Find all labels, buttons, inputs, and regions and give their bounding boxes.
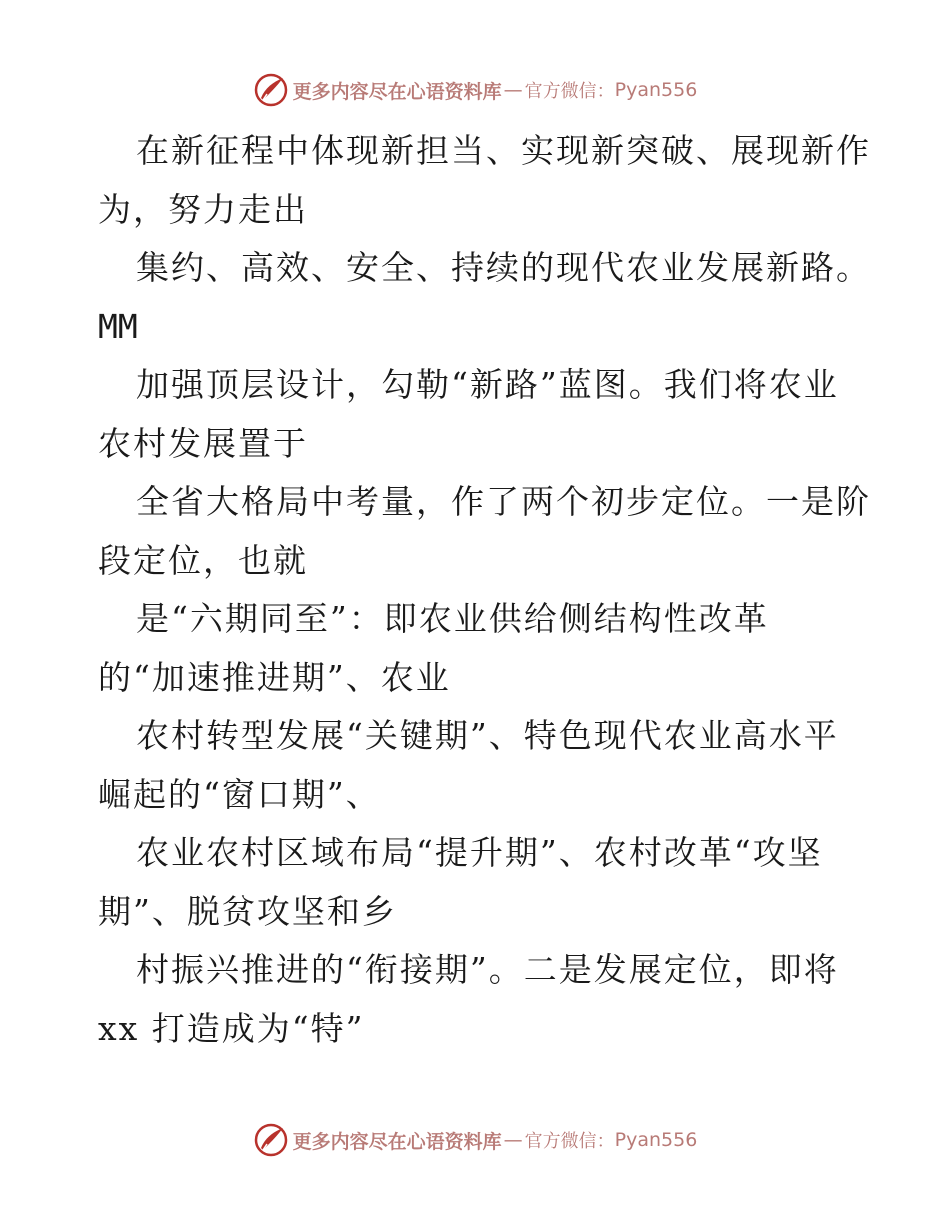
pen-logo-icon — [253, 1122, 289, 1158]
text-line: 的“加速推进期”、农业 — [98, 657, 451, 697]
document-body — [98, 122, 871, 1058]
text-line: MM — [98, 306, 138, 346]
header-wechat-id: Pyan556 — [614, 79, 698, 101]
text-line: xx 打造成为“特” — [98, 1008, 365, 1048]
text-line: 段定位，也就 — [98, 540, 308, 580]
paragraph-8 — [98, 941, 858, 1058]
header-wechat-label: 官方微信： — [524, 81, 615, 102]
footer-wechat-label: 官方微信： — [524, 1131, 615, 1152]
text-line: 集约、高效、安全、持续的现代农业发展新路。 — [136, 248, 871, 287]
paragraph-1 — [98, 122, 871, 239]
header-banner-text: 更多内容尽在心语资料库 — [292, 80, 502, 103]
text-line: 是“六期同至”：即农业供给侧结构性改革 — [136, 599, 769, 638]
header-banner — [0, 70, 950, 110]
footer-banner — [0, 1120, 950, 1160]
paragraph-3 — [98, 356, 858, 473]
text-line: 村振兴推进的“衔接期”。二是发展定位，即将 — [136, 950, 839, 989]
text-line: 农村发展置于 — [98, 423, 308, 463]
header-banner-separator: — — [503, 79, 523, 101]
paragraph-2 — [98, 239, 871, 356]
footer-wechat-id: Pyan556 — [614, 1129, 698, 1151]
text-line: 崛起的“窗口期”、 — [98, 774, 381, 814]
footer-banner-separator: — — [503, 1129, 523, 1151]
pen-logo-icon — [253, 72, 289, 108]
paragraph-5 — [98, 590, 858, 707]
text-line: 农业农村区域布局“提升期”、农村改革“攻坚 — [136, 833, 823, 872]
text-line: 农村转型发展“关键期”、特色现代农业高水平 — [136, 716, 839, 755]
footer-banner-text: 更多内容尽在心语资料库 — [292, 1130, 502, 1153]
text-line: 期”、脱贫攻坚和乡 — [98, 891, 397, 931]
text-line: 在新征程中体现新担当、实现新突破、展现新作 — [136, 131, 871, 170]
text-line: 为，努力走出 — [98, 189, 308, 229]
text-line: 加强顶层设计，勾勒“新路”蓝图。我们将农业 — [136, 365, 839, 404]
text-line: 全省大格局中考量，作了两个初步定位。一是阶 — [136, 482, 871, 521]
paragraph-6 — [98, 707, 858, 824]
paragraph-4 — [98, 473, 871, 590]
paragraph-7 — [98, 824, 858, 941]
